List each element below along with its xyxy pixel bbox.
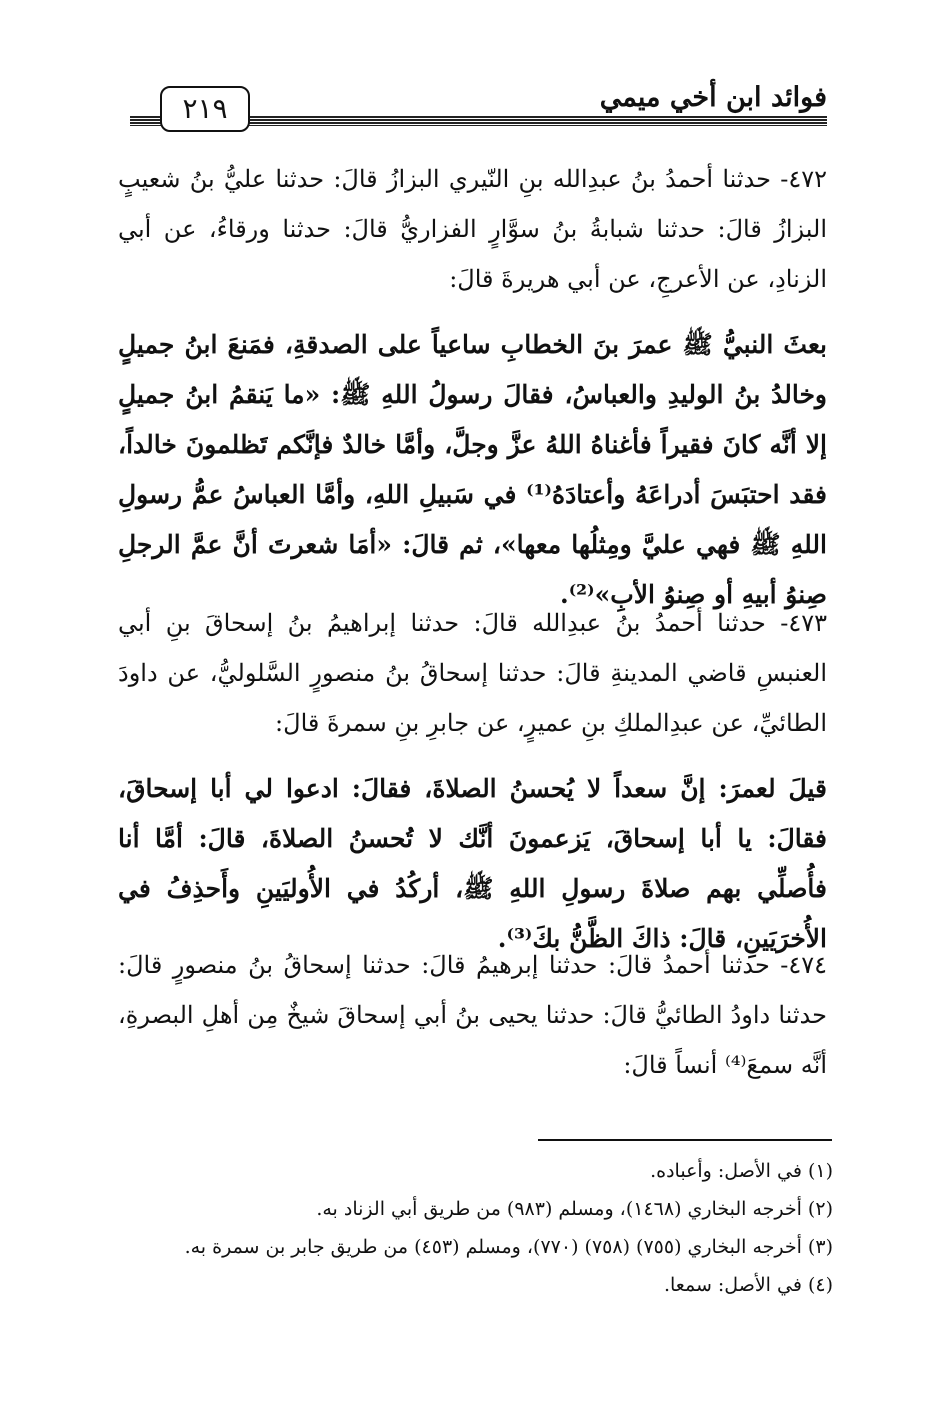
isnad-text: ٤٧٣- حدثنا أحمدُ بنُ عبدِالله قالَ: حدثنا إبراهيمُ بنُ إسحاقَ بنِ أبي العنبسِ قاضي المدينةِ قالَ: حدثنا إسحاقُ بنُ منصورٍ السَّلوليُّ، عن داودَ الطائيِّ، عن عبدِالملكِ بنِ عميرٍ، عن جابرِ بنِ سمرةَ قالَ: <box>118 609 827 737</box>
hadith-473-matn <box>118 764 827 964</box>
footnote-3: (٣) أخرجه البخاري (٧٥٥) (٧٥٨) (٧٧٠)، ومسلم (٤٥٣) من طريق جابر بن سمرة به. <box>184 1236 833 1258</box>
footnote-1: (١) في الأصل: وأعباده. <box>650 1160 833 1182</box>
footnote-4: (٤) في الأصل: سمعا. <box>663 1274 833 1296</box>
footnote-separator <box>538 1139 832 1141</box>
footnote-2: (٢) أخرجه البخاري (١٤٦٨)، ومسلم (٩٨٣) من طريق أبي الزناد به. <box>316 1198 833 1220</box>
hadith-474-isnad <box>118 940 827 1090</box>
page-number: ٢١٩ <box>182 92 228 125</box>
hadith-472-isnad <box>118 154 827 304</box>
hadith-473-isnad <box>118 598 827 748</box>
isnad-text: ٤٧٢- حدثنا أحمدُ بنُ عبدِالله بنِ النّيري البزازُ قالَ: حدثنا عليُّ بنُ شعيبٍ البزازُ قالَ: حدثنا شبابةُ بنُ سوَّارٍ الفزاريُّ قالَ: حدثنا ورقاءُ، عن أبي الزنادِ، عن الأعرجِ، عن أبي هريرةَ قالَ: <box>118 165 827 293</box>
matn-text: قيلَ لعمرَ: إنَّ سعداً لا يُحسنُ الصلاةَ، فقالَ: ادعوا لي أبا إسحاقَ، فقالَ: يا أبا إسحاقَ، يَزعمونَ أنَّك لا تُحسنُ الصلاةَ، قالَ: أمَّا أنا فأُصلِّي بهم صلاةَ رسولِ اللهِ ﷺ، أركُدُ في الأُوليَينِ وأَحذِفُ في الأُخرَيَينِ، قالَ: ذاكَ الظَّنُّ بكَ⁽³⁾. <box>118 774 827 953</box>
isnad-text: ٤٧٤- حدثنا أحمدُ قالَ: حدثنا إبرهيمُ قالَ: حدثنا إسحاقُ بنُ منصورٍ قالَ: حدثنا داودُ الطائيُّ قالَ: حدثنا يحيى بنُ أبي إسحاقَ شيخٌ مِن أهلِ البصرةِ، أنَّه سمعَ⁽⁴⁾ أنساً قالَ: <box>118 951 827 1079</box>
footnotes <box>118 1152 833 1304</box>
page-number-box <box>160 86 250 132</box>
running-title: فوائد ابن أخي ميمي <box>599 82 827 113</box>
matn-text: بعثَ النبيُّ ﷺ عمرَ بنَ الخطابِ ساعياً على الصدقةِ، فمَنعَ ابنُ جميلٍ وخالدُ بنُ الوليدِ والعباسُ، فقالَ رسولُ اللهِ ﷺ: «ما يَنقمُ ابنُ جميلٍ إلا أنَّه كانَ فقيراً فأغناهُ اللهُ عزَّ وجلَّ، وأمَّا خالدٌ فإنَّكم تَظلمونَ خالداً، فقد احتبَسَ أدراعَهُ وأعتادَهُ⁽¹⁾ في سَبيلِ اللهِ، وأمَّا العباسُ عمُّ رسولِ اللهِ ﷺ فهي عليَّ ومِثلُها معها»، ثم قالَ: «أمَا شعرتَ أنَّ عمَّ الرجلِ صِنوُ أبيهِ أو صِنوُ الأبِ»⁽²⁾. <box>118 330 827 609</box>
hadith-472-matn <box>118 320 827 620</box>
